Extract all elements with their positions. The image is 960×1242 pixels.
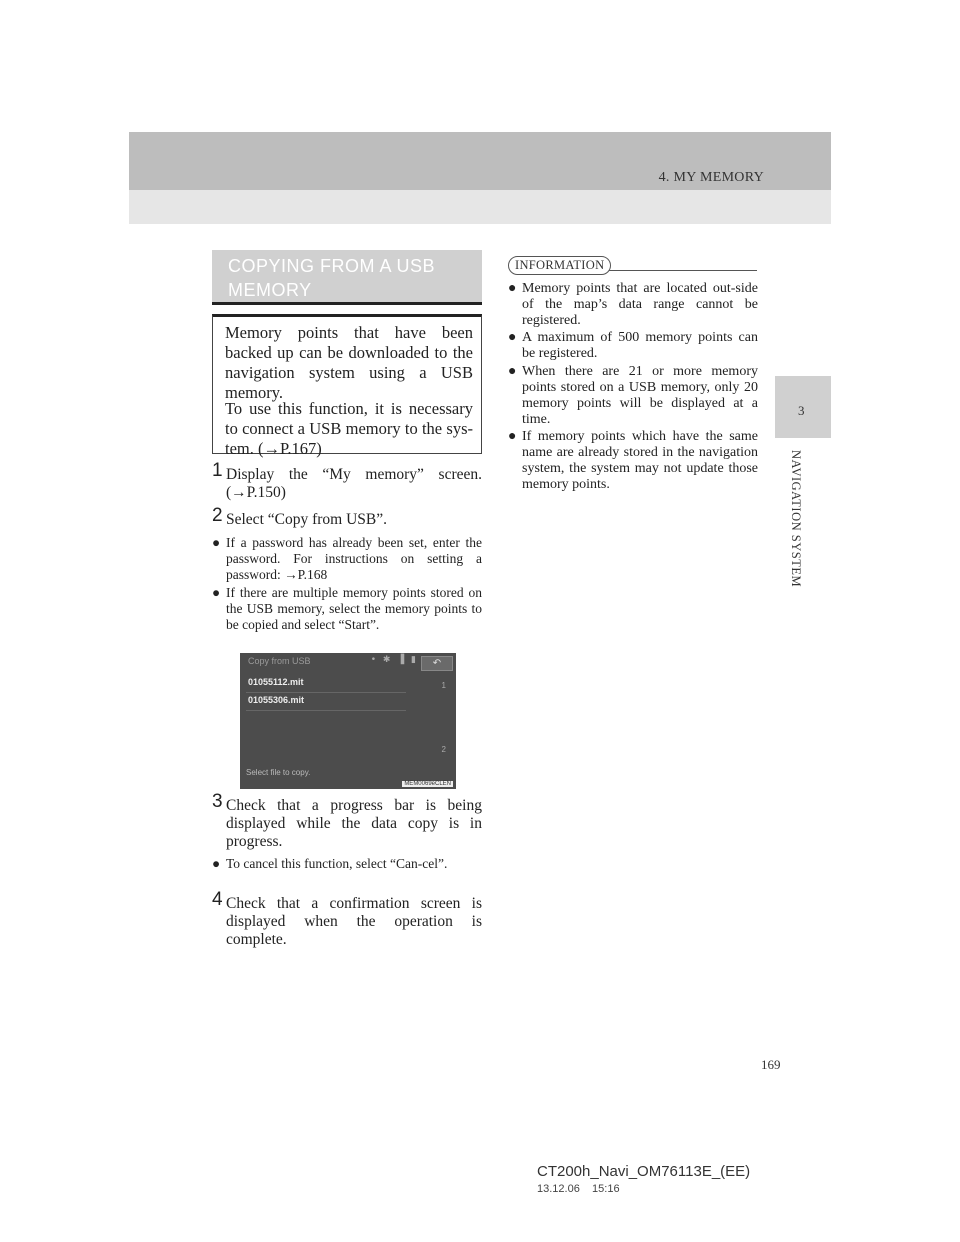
- back-icon: ↶: [421, 656, 453, 671]
- section-title: COPYING FROM A USB MEMORY: [228, 256, 436, 300]
- step-text: Check that a confirmation screen is displayed when the operation is complete.: [226, 895, 482, 948]
- step-text: Select “Copy from USB”.: [226, 511, 388, 528]
- footer-date-time: 13.12.06 15:16: [537, 1183, 620, 1195]
- bullet-icon: ●: [212, 585, 221, 600]
- chapter-tab-label: NAVIGATION SYSTEM: [789, 450, 803, 588]
- status-icons: • ✱ ▐ ▮: [370, 655, 418, 665]
- image-code: MEM0069eCLEN: [404, 781, 451, 787]
- bullet-icon: ●: [212, 856, 221, 871]
- chapter-tab-number: 3: [798, 403, 805, 418]
- bullet-icon: ●: [508, 330, 517, 345]
- file-name: 01055306.mit: [248, 695, 305, 705]
- bullet-icon: ●: [212, 535, 221, 550]
- step-text: Check that a progress bar is being displayed while the data copy is in progress.: [226, 797, 482, 850]
- intro-box: [212, 314, 482, 458]
- intro-paragraph: Memory points that have been backed up can be downloaded to the navigation system using a USB memory.: [225, 323, 473, 402]
- information-text: Memory points that are located out-side of the map’s data range cannot be registered.: [522, 281, 758, 328]
- scroll-page-top: 1: [441, 681, 446, 690]
- information-text: A maximum of 500 memory points can be registered.: [522, 330, 758, 361]
- bullet-icon: ●: [508, 364, 517, 379]
- header-strip: [129, 190, 831, 224]
- footer-document-id: CT200h_Navi_OM76113E_(EE): [537, 1163, 751, 1180]
- bullet-icon: ●: [508, 281, 517, 296]
- device-screenshot: [240, 653, 456, 789]
- step-text: Display the “My memory” screen. (→P.150): [226, 466, 482, 501]
- bullet-icon: ●: [508, 429, 517, 444]
- page-number: 169: [761, 1057, 781, 1072]
- step-number: 3: [212, 791, 223, 812]
- information-text: If memory points which have the same name are already stored in the navigation system, the system may not update those memory points.: [522, 429, 758, 492]
- bullet-text: To cancel this function, select “Can-cel”.: [226, 856, 448, 871]
- bullet-text: If there are multiple memory points stored on the USB memory, select the memory points to be copied and select “Start”.: [226, 585, 482, 632]
- step-number: 1: [212, 460, 223, 481]
- file-row: [246, 675, 406, 693]
- information-label: INFORMATION: [508, 256, 611, 275]
- screen-title: Copy from USB: [248, 656, 311, 666]
- step-number: 2: [212, 505, 223, 526]
- screen-footer-text: Select file to copy.: [246, 768, 311, 777]
- intro-paragraph: To use this function, it is necessary to connect a USB memory to the sys-tem. (→P.167): [225, 399, 473, 458]
- information-text: When there are 21 or more memory points stored on a USB memory, only 20 memory points will be displayed at a time.: [522, 364, 758, 427]
- file-row: [246, 693, 406, 711]
- step-number: 4: [212, 889, 223, 910]
- file-name: 01055112.mit: [248, 677, 304, 687]
- chapter-title: 4. MY MEMORY: [658, 170, 764, 185]
- bullet-text: If a password has already been set, enter the password. For instructions on setting a password: →P.168: [226, 535, 482, 582]
- scroll-page-bottom: 2: [441, 745, 446, 754]
- section-heading: [212, 250, 482, 305]
